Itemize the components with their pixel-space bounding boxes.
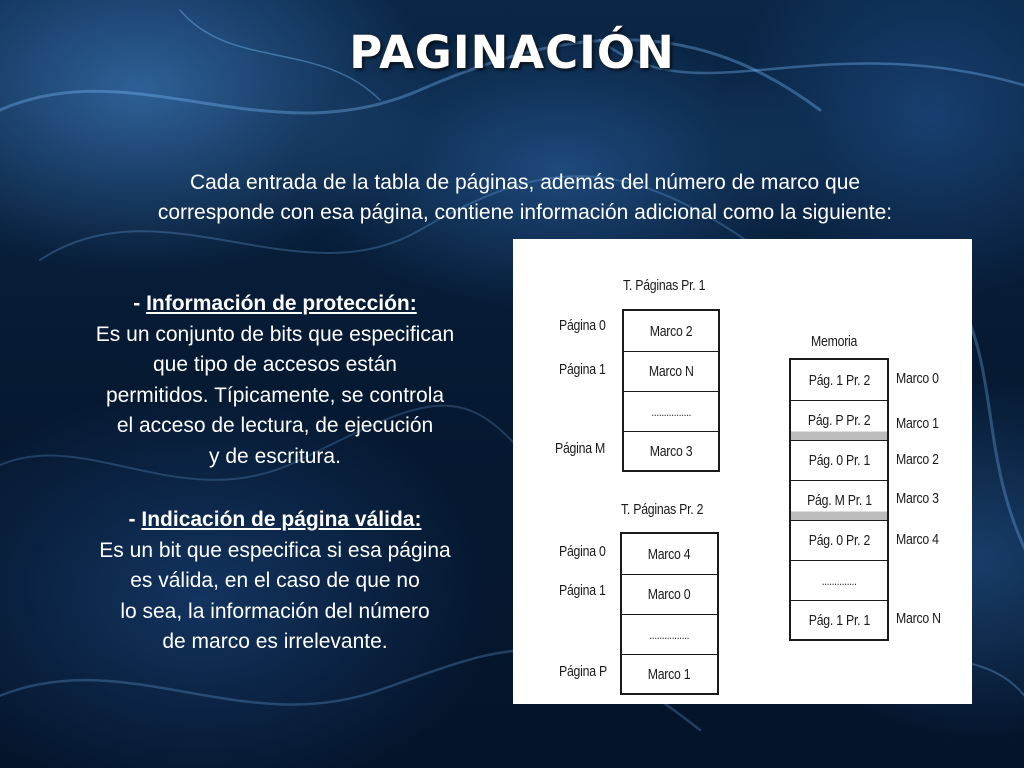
memory-frame-label: Marco 1 xyxy=(896,415,939,432)
protection-line: el acceso de lectura, de ejecución xyxy=(116,414,434,437)
page-table-2-label: Página P xyxy=(559,663,607,680)
page-table-2-cell: Marco 0 xyxy=(622,574,717,614)
memory-cell: .............. xyxy=(791,560,887,600)
page-table-1-cell: Marco N xyxy=(624,351,718,391)
page-table-1-cell: ................ xyxy=(624,391,718,431)
page-table-1-cell: Marco 3 xyxy=(624,431,718,470)
protection-line: Es un conjunto de bits que especifican xyxy=(95,322,455,346)
page-table-2 xyxy=(620,532,719,695)
page-table-2-label: Página 1 xyxy=(559,582,606,599)
memory-block xyxy=(789,358,889,641)
page-table-2-cell: Marco 4 xyxy=(648,545,691,563)
protection-heading-text: Información de protección: xyxy=(146,292,417,315)
memory-frame-label: Marco 3 xyxy=(896,490,939,507)
validity-line: es válida, en el caso de que no xyxy=(130,569,420,592)
bullet-dash: - xyxy=(133,292,147,315)
memory-cell: Pág. 0 Pr. 2 xyxy=(791,520,887,560)
validity-section xyxy=(40,505,510,658)
intro-line: corresponde con esa página, contiene información adicional como la siguiente: xyxy=(157,201,893,224)
page-table-1-title: T. Páginas Pr. 1 xyxy=(623,277,706,294)
memory-title: Memoria xyxy=(811,333,858,350)
page-table-1-cell: Marco 2 xyxy=(649,322,693,340)
memory-frame-label: Marco 4 xyxy=(896,531,939,548)
page-table-2-cell: ................ xyxy=(622,614,717,654)
memory-cell: Pág. 1 Pr. 2 xyxy=(808,371,870,389)
intro-paragraph xyxy=(40,168,1010,228)
slide-title: PAGINACIÓN xyxy=(349,26,675,79)
page-table-2-label: Página 0 xyxy=(559,543,606,560)
memory-frame-label: Marco N xyxy=(896,610,941,627)
memory-frame-label: Marco 2 xyxy=(896,451,939,468)
page-table-1-label: Página M xyxy=(555,440,606,457)
memory-cell: Pág. P Pr. 2 xyxy=(791,400,887,440)
paging-diagram xyxy=(513,239,972,704)
page-table-2-cell: Marco 1 xyxy=(622,654,717,693)
page-table-1-label: Página 0 xyxy=(559,317,606,334)
page-table-2-title: T. Páginas Pr. 2 xyxy=(621,501,704,518)
memory-cell: Pág. 0 Pr. 1 xyxy=(791,440,887,480)
protection-line: permitidos. Típicamente, se controla xyxy=(105,383,445,407)
validity-heading xyxy=(40,505,510,536)
validity-line: lo sea, la información del número xyxy=(120,599,430,623)
memory-frame-label: Marco 0 xyxy=(896,370,939,387)
protection-line: que tipo de accesos están xyxy=(152,353,397,376)
memory-cell: Pág. 1 Pr. 1 xyxy=(791,600,887,639)
page-table-1 xyxy=(622,309,720,472)
bullet-dash: - xyxy=(128,508,142,531)
protection-line: y de escritura. xyxy=(209,444,341,468)
protection-heading xyxy=(40,289,510,320)
memory-cell: Pág. M Pr. 1 xyxy=(791,480,887,520)
validity-line: de marco es irrelevante. xyxy=(162,630,388,653)
validity-heading-text: Indicación de página válida: xyxy=(141,508,422,531)
page-table-1-label: Página 1 xyxy=(559,361,606,378)
validity-line: Es un bit que especifica si esa página xyxy=(99,538,451,562)
intro-line: Cada entrada de la tabla de páginas, además del número de marco que xyxy=(189,171,861,194)
protection-section xyxy=(40,289,510,472)
